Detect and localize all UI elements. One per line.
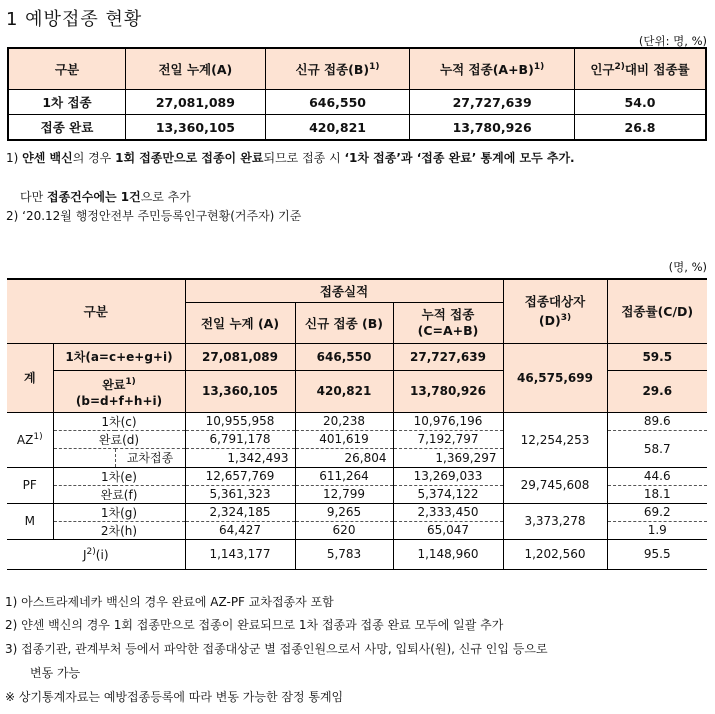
row-label: 교차접종 — [115, 448, 185, 467]
cell-prev: 27,081,089 — [126, 90, 266, 115]
az-label: AZ$^{1)}$ — [7, 412, 53, 467]
cell-rate: 95.5 — [643, 547, 671, 561]
header-new: 신규 접종$(B)^{1)}$ — [265, 48, 410, 90]
cell-prev: 2,324,185 — [185, 503, 295, 521]
cell-rate: 44.6 — [607, 467, 707, 485]
cell-new: 401,619 — [295, 430, 393, 448]
note-2: 2) ‘20.12월 행정안전부 주민등록인구현황(거주자) 기준 — [6, 209, 302, 223]
cell-prev: 64,427 — [185, 521, 295, 539]
table-row — [7, 539, 707, 569]
cell-target: 12,254,253 — [503, 412, 607, 467]
cell-prev: 13,360,105 — [126, 115, 266, 141]
table-row — [7, 503, 707, 521]
cell-rate: 89.6 — [607, 412, 707, 430]
cell-cum: 65,047 — [393, 521, 503, 539]
cell-rate: 59.5 — [607, 343, 707, 370]
total-label: 계 — [7, 343, 53, 412]
footnote-3b: 변동 가능 — [30, 666, 81, 680]
cell-cum: 7,192,797 — [393, 430, 503, 448]
cell-new: 20,238 — [295, 412, 393, 430]
row-label: 완료(d) — [53, 430, 185, 448]
cell-target: 46,575,699 — [503, 343, 607, 412]
cell-prev: 27,081,089 — [185, 343, 295, 370]
cell-new: 420,821 — [295, 370, 393, 412]
cell-new: 26,804 — [295, 448, 393, 467]
cell-target: 29,745,608 — [503, 467, 607, 503]
table-row — [7, 467, 707, 485]
note-1b: 다만 접종건수에는 1건으로 추가 — [20, 190, 191, 204]
unit-label-1: (단위: 명, %) — [638, 34, 707, 48]
header-cum: 누적 접종 (C=A+B) — [393, 302, 503, 343]
header-cum: 누적 접종$(A+B)^{1)}$ — [410, 48, 575, 90]
detail-table — [7, 278, 707, 570]
footnote-3: 3) 접종기관, 관계부처 등에서 파악한 접종대상군 별 접종인원으로서 사망, 입퇴사(원), 신규 인입 등으로 — [5, 642, 548, 656]
page-title: 1 예방접종 현황 — [6, 9, 143, 30]
cell-rate: 1.9 — [607, 521, 707, 539]
table-row — [8, 90, 706, 115]
cell-cum: 27,727,639 — [393, 343, 503, 370]
cell-rate: 54.0 — [574, 90, 706, 115]
cell-cum: 10,976,196 — [393, 412, 503, 430]
cell-prev: 6,791,178 — [185, 430, 295, 448]
cell-cum: 2,333,450 — [393, 503, 503, 521]
header-rate: 인구$^{2)}$대비 접종률 — [574, 48, 706, 90]
row-label: 1차(g) — [53, 503, 185, 521]
header-performance: 접종실적 — [185, 279, 503, 302]
footnote-1: 1) 아스트라제네카 백신의 경우 완료에 AZ-PF 교차접종자 포함 — [5, 595, 334, 609]
cell-rate: 58.7 — [607, 430, 707, 467]
row-label: 2차(h) — [53, 521, 185, 539]
cell-rate: 18.1 — [607, 485, 707, 503]
cell-new: 420,821 — [265, 115, 410, 141]
m-label: M — [7, 503, 53, 539]
cell-new: 620 — [295, 521, 393, 539]
cell-cum: 13,780,926 — [393, 370, 503, 412]
summary-table — [7, 47, 707, 141]
row-label: 1차(e) — [53, 467, 185, 485]
cell-cum: 1,369,297 — [393, 448, 503, 467]
row-label: 접종 완료 — [8, 115, 126, 141]
row-label: 완료$^{1)}$ (b=d+f+h+i) — [53, 370, 185, 412]
pf-label: PF — [7, 467, 53, 503]
summary-header-row — [8, 48, 706, 90]
header-gubun: 구분 — [7, 279, 185, 343]
header-new: 신규 접종 (B) — [295, 302, 393, 343]
cell-cum: 1,148,960 — [393, 539, 503, 569]
header-target: 접종대상자 $(D)^{3)}$ — [503, 279, 607, 343]
note-1: 1) 얀센 백신의 경우 1회 접종만으로 접종이 완료되므로 접종 시 ‘1차 접종’과 ‘접종 완료’ 통계에 모두 추가. — [6, 151, 575, 165]
cell-target: 3,373,278 — [503, 503, 607, 539]
table-row — [7, 412, 707, 430]
cell-cum: 5,374,122 — [393, 485, 503, 503]
j-label: $J^{2)}(i)$ — [7, 539, 185, 569]
cell-new: 611,264 — [295, 467, 393, 485]
row-label: 완료(f) — [53, 485, 185, 503]
cell-new: 12,799 — [295, 485, 393, 503]
detail-header-row — [7, 279, 707, 302]
footnote-2: 2) 얀센 백신의 경우 1회 접종만으로 접종이 완료되므로 1차 접종과 접종 완료 모두에 일괄 추가 — [5, 618, 504, 632]
header-rate: 접종률(C/D) — [621, 304, 694, 320]
row-label: 1차(c) — [53, 412, 185, 430]
cell-new: 5,783 — [295, 539, 393, 569]
cell-prev: 1,143,177 — [185, 539, 295, 569]
cell-new: 646,550 — [295, 343, 393, 370]
cell-rate: 29.6 — [607, 370, 707, 412]
cell-prev: 1,342,493 — [185, 448, 295, 467]
cell-rate: 69.2 — [607, 503, 707, 521]
cell-new: 646,550 — [265, 90, 410, 115]
cell-cum: 27,727,639 — [410, 90, 575, 115]
cell-new: 9,265 — [295, 503, 393, 521]
table-row — [8, 115, 706, 141]
header-prev: 전일 누계(A) — [126, 48, 266, 90]
table-row — [7, 343, 707, 370]
cell-prev: 12,657,769 — [185, 467, 295, 485]
row-label: 1차 접종 — [8, 90, 126, 115]
unit-label-2: (명, %) — [668, 260, 707, 274]
cell-cum: 13,780,926 — [410, 115, 575, 141]
header-gubun: 구분 — [8, 48, 126, 90]
cell-prev: 5,361,323 — [185, 485, 295, 503]
cell-cum: 13,269,033 — [393, 467, 503, 485]
cell-rate: 26.8 — [574, 115, 706, 141]
row-label: 1차(a=c+e+g+i) — [53, 343, 185, 370]
cell-prev: 10,955,958 — [185, 412, 295, 430]
cell-target: 1,202,560 — [503, 539, 607, 569]
footnote-4: ※ 상기통계자료는 예방접종등록에 따라 변동 가능한 잠정 통계임 — [5, 690, 344, 704]
header-prev: 전일 누계 (A) — [185, 302, 295, 343]
cell-prev: 13,360,105 — [185, 370, 295, 412]
